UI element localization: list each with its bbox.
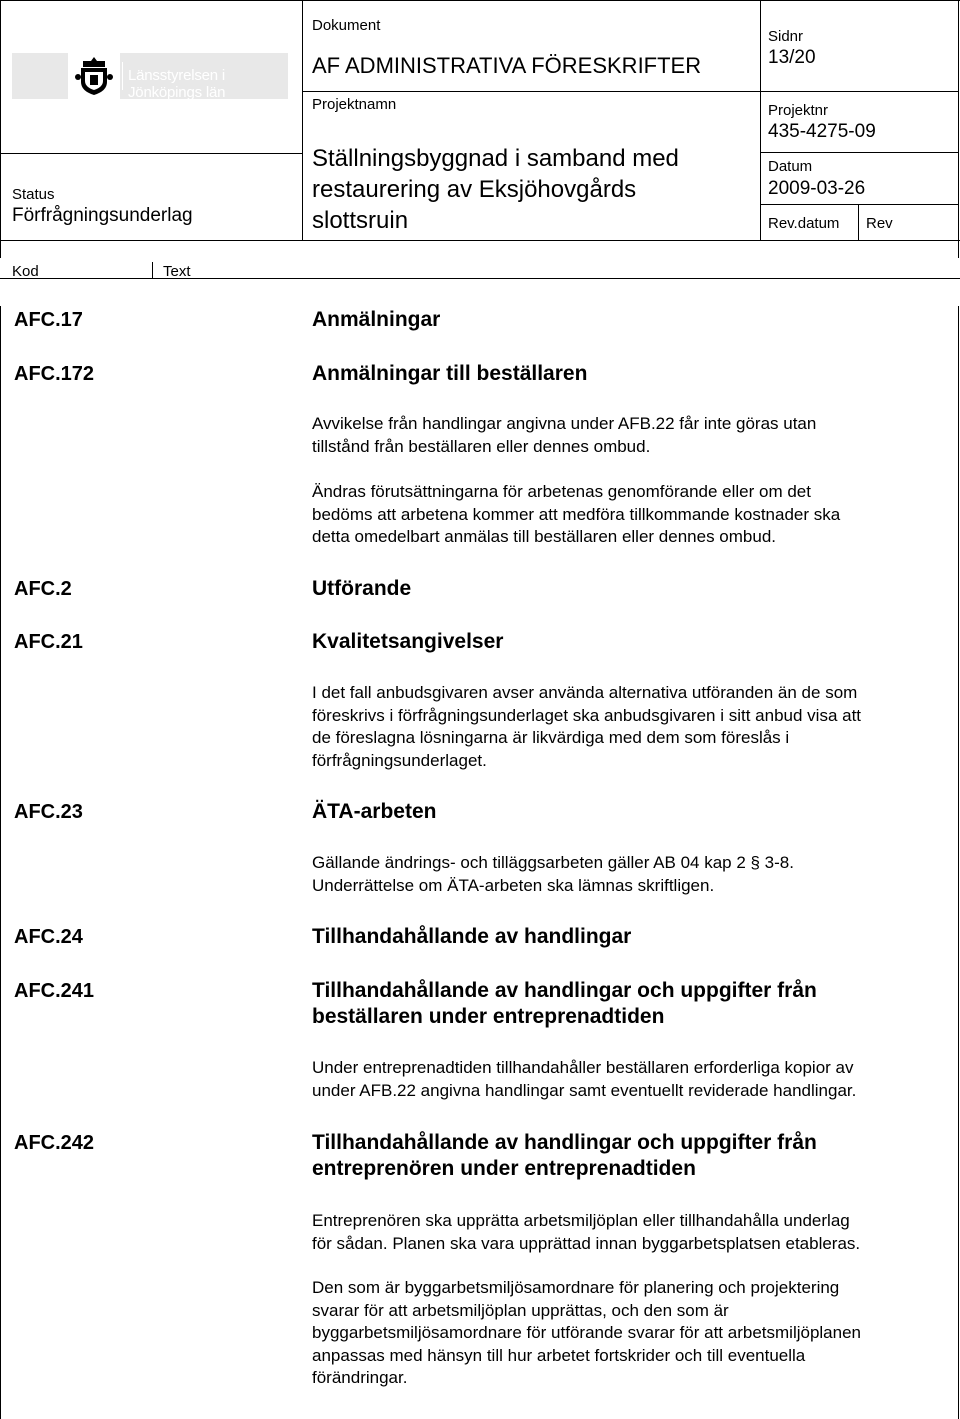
text-line: Den som är byggarbetsmiljösamordnare för planering och projektering [312, 1278, 840, 1297]
text-line: Avvikelse från handlingar angivna under AFB.22 får inte göras utan [312, 414, 817, 433]
sidnr-label: Sidnr [768, 28, 804, 45]
rev-label: Rev [866, 215, 893, 232]
section-heading-afc21: Kvalitetsangivelser [312, 630, 504, 653]
section-code-afc242: AFC.242 [14, 1132, 95, 1154]
header-divider-v1 [302, 0, 303, 240]
body-left-border [0, 306, 1, 1419]
paragraph-afc172-1 [312, 413, 952, 458]
datum-label: Datum [768, 158, 813, 175]
heading-line: Tillhandahållande av handlingar och uppgifter från [312, 979, 817, 1002]
revdatum-label: Rev.datum [768, 215, 840, 232]
text-line: de föreslagna lösningarna är likvärdiga med dem som föreslås i [312, 728, 790, 747]
status-value: Förfrågningsunderlag [12, 205, 193, 226]
kod-text-divider [152, 262, 153, 278]
projektnr-label: Projektnr [768, 102, 829, 119]
text-line: detta omedelbart anmälas till beställaren eller dennes ombud. [312, 527, 776, 546]
text-line: Entreprenören ska upprätta arbetsmiljöplan eller tillhandahålla underlag [312, 1211, 850, 1230]
dokument-label: Dokument [312, 17, 381, 34]
section-heading-afc2: Utförande [312, 577, 412, 600]
section-heading-afc172: Anmälningar till beställaren [312, 362, 588, 385]
paragraph-afc242-1 [312, 1210, 952, 1255]
section-heading-afc241 [312, 978, 932, 1030]
logo-text: Länsstyrelsen i Jönköpings län [128, 67, 226, 101]
text-line: tillstånd från beställaren eller dennes ombud. [312, 436, 651, 456]
section-heading-afc17: Anmälningar [312, 308, 441, 331]
text-line: anpassas med hänsyn till hur arbetet fortskrider och till eventuella [312, 1345, 806, 1365]
heading-line: entreprenören under entreprenadtiden [312, 1157, 696, 1180]
header-divider-h2 [760, 91, 958, 92]
logo-separator [122, 62, 123, 90]
section-heading-afc242 [312, 1130, 932, 1182]
text-line: för sådan. Planen ska vara upprättad innan byggarbetsplatsen etableras. [312, 1233, 861, 1253]
text-line: förändringar. [312, 1368, 408, 1387]
paragraph-afc172-2 [312, 481, 952, 549]
logo [12, 53, 288, 99]
paragraph-afc241-1 [312, 1057, 952, 1102]
text-line: svarar för att arbetsmiljöplan upprättas, och den som är [312, 1300, 729, 1320]
projektnamn-line-2: restaurering av Eksjöhovgårds [312, 176, 637, 203]
dokument-value: AF ADMINISTRATIVA FÖRESKRIFTER [312, 53, 702, 78]
crest-icon [68, 53, 120, 99]
header-right-border [958, 0, 959, 258]
text-line: Under entreprenadtiden tillhandahåller beställaren erforderliga kopior av [312, 1058, 854, 1077]
section-code-afc24: AFC.24 [14, 926, 83, 948]
body-right-border [958, 306, 959, 1419]
kod-row-bottom [0, 278, 960, 279]
text-line: Underrättelse om ÄTA-arbeten ska lämnas skriftligen. [312, 875, 715, 895]
section-code-afc21: AFC.21 [14, 631, 83, 653]
heading-line: beställaren under entreprenadtiden [312, 1005, 665, 1028]
projektnamn-line-3: slottsruin [312, 207, 409, 234]
section-code-afc172: AFC.172 [14, 363, 95, 385]
section-code-afc241: AFC.241 [14, 980, 95, 1002]
text-line: Gällande ändrings- och tilläggsarbeten gäller AB 04 kap 2 § 3-8. [312, 853, 794, 872]
section-heading-afc23: ÄTA-arbeten [312, 800, 437, 823]
projektnamn-label: Projektnamn [312, 96, 397, 113]
datum-value: 2009-03-26 [768, 178, 866, 199]
header-divider-v3 [858, 204, 859, 240]
header-divider-h4 [760, 204, 958, 205]
text-line: förfrågningsunderlaget. [312, 750, 487, 770]
sidnr-value: 13/20 [768, 47, 816, 68]
section-code-afc23: AFC.23 [14, 801, 83, 823]
section-code-afc17: AFC.17 [14, 309, 83, 331]
status-label: Status [12, 186, 55, 203]
text-line: I det fall anbudsgivaren avser använda alternativa utföranden än de som [312, 683, 858, 702]
header-divider-h3 [760, 152, 958, 153]
header-divider-h6 [0, 240, 960, 241]
header-top-border [0, 0, 960, 1]
paragraph-afc23-1 [312, 852, 952, 897]
paragraph-afc21-1 [312, 682, 952, 772]
text-line: byggarbetsmiljösamordnare för utförande svarar för att arbetsmiljöplanen [312, 1323, 861, 1342]
text-line: under AFB.22 angivna handlingar samt eventuellt reviderade handlingar. [312, 1080, 857, 1100]
header-divider-h5 [0, 153, 302, 154]
text-line: Ändras förutsättningarna för arbetenas genomförande eller om det [312, 482, 811, 501]
text-line: föreskrivs i förfrågningsunderlaget ska anbudsgivaren i sitt anbud visa att [312, 705, 862, 725]
heading-line: Tillhandahållande av handlingar och uppgifter från [312, 1131, 817, 1154]
header-left-border [0, 0, 1, 258]
kod-label: Kod [12, 263, 39, 280]
text-line: bedöms att arbetena kommer att medföra tillkommande kostnader ska [312, 504, 841, 524]
paragraph-afc242-2 [312, 1277, 952, 1390]
projektnr-value: 435-4275-09 [768, 121, 876, 142]
text-label: Text [163, 263, 191, 280]
projektnamn-line-1: Ställningsbyggnad i samband med [312, 145, 679, 172]
section-heading-afc24: Tillhandahållande av handlingar [312, 925, 632, 948]
section-code-afc2: AFC.2 [14, 578, 72, 600]
header-divider-h1 [302, 91, 760, 92]
